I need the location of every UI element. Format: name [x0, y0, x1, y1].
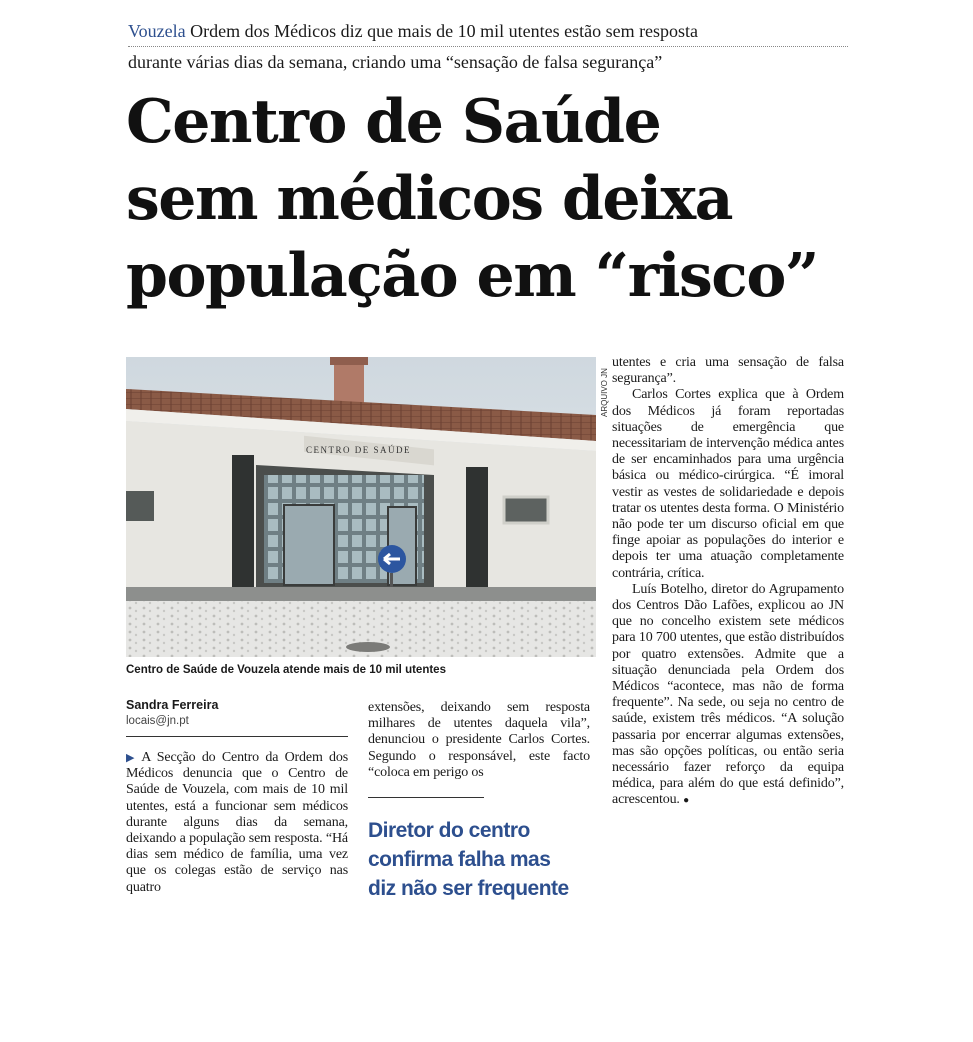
byline-author: Sandra Ferreira: [126, 698, 219, 712]
circle-icon: ●: [683, 795, 690, 807]
byline: [126, 697, 346, 729]
byline-email[interactable]: locais@jn.pt: [126, 715, 189, 727]
headline-line-3: população em “risco”: [126, 241, 818, 311]
headline-line-2: sem médicos deixa: [126, 164, 733, 234]
subhead-line-1: Diretor do centro: [368, 819, 530, 842]
column-1-text: A Secção do Centro da Ordem dos Médicos denuncia que o Centro de Saúde de Vouzela, com mais de 10 mil utentes, está a funcionar sem médicos durante alguns dias da semana, deixando a população sem resposta. “Há dias sem médico de família, uma vez que os colegas estão de serviço nas quatro: [126, 750, 348, 895]
article-column-2: [368, 700, 590, 781]
column-3-paragraph-3: Luís Botelho, diretor do Agrupamento dos Centros Dão Lafões, explicou ao JN que no concelho existem sete médicos para 10 700 utentes, que estão distribuídos por quatro extensões. Admite que a situação denunciada pela Ordem dos Médicos “acontece, mas não de forma frequente”. Na sede, ou seja no centro de saúde, existem três médicos. “A solução passaria por encerrar algumas extensões, mas são opções políticas, ou então seria necessário fazer reforço da equipa médica, para além do que está definido”, acrescentou.: [612, 581, 844, 808]
kicker-text-2: durante várias dias da semana, criando uma “sensação de falsa segurança”: [128, 52, 663, 72]
headline: [126, 84, 866, 315]
column-3-paragraph-1: utentes e cria uma sensação de falsa segurança”.: [612, 355, 844, 387]
subhead-divider: [368, 797, 484, 798]
subhead-line-3: diz não ser frequente: [368, 877, 569, 900]
subhead-line-2: confirma falha mas: [368, 848, 551, 871]
kicker-text-1: Ordem dos Médicos diz que mais de 10 mil utentes estão sem resposta: [190, 21, 699, 41]
photo-caption: Centro de Saúde de Vouzela atende mais de 10 mil utentes: [126, 664, 446, 676]
byline-divider: [126, 736, 348, 737]
subheading: [368, 816, 596, 903]
article-column-3: [612, 355, 844, 810]
building-sign: CENTRO DE SAÚDE: [306, 445, 411, 455]
article-column-1: [126, 750, 348, 896]
kicker-line-1: [128, 16, 848, 47]
column-3-paragraph-3-wrap: [612, 582, 844, 810]
headline-line-1: Centro de Saúde: [126, 87, 661, 157]
photo-credit: ARQUIVO JN: [600, 368, 609, 417]
kicker: [128, 16, 848, 77]
column-2-text: extensões, deixando sem resposta milhares de utentes daquela vila”, denunciou o presidente Carlos Cortes. Segundo o responsável, este facto “coloca em perigo os: [368, 700, 590, 780]
photo-illustration: [126, 357, 596, 657]
kicker-location: Vouzela: [128, 21, 186, 41]
health-center-photo: [126, 357, 596, 657]
triangle-right-icon: ▶: [126, 752, 138, 764]
column-3-paragraph-2: Carlos Cortes explica que à Ordem dos Médicos já foram reportadas situações de emergência que necessitariam de intervenção médica antes de ser encaminhados para uma urgência básica ou médico-cirúrgica. “É imoral vestir as vestes de solidariedade e depois tratar os utentes desta forma. O Ministério não pode ter um discurso oficial em que finge apoiar as populações do interior e depois ter uma atuação completamente contrária, crítica.: [612, 387, 844, 581]
